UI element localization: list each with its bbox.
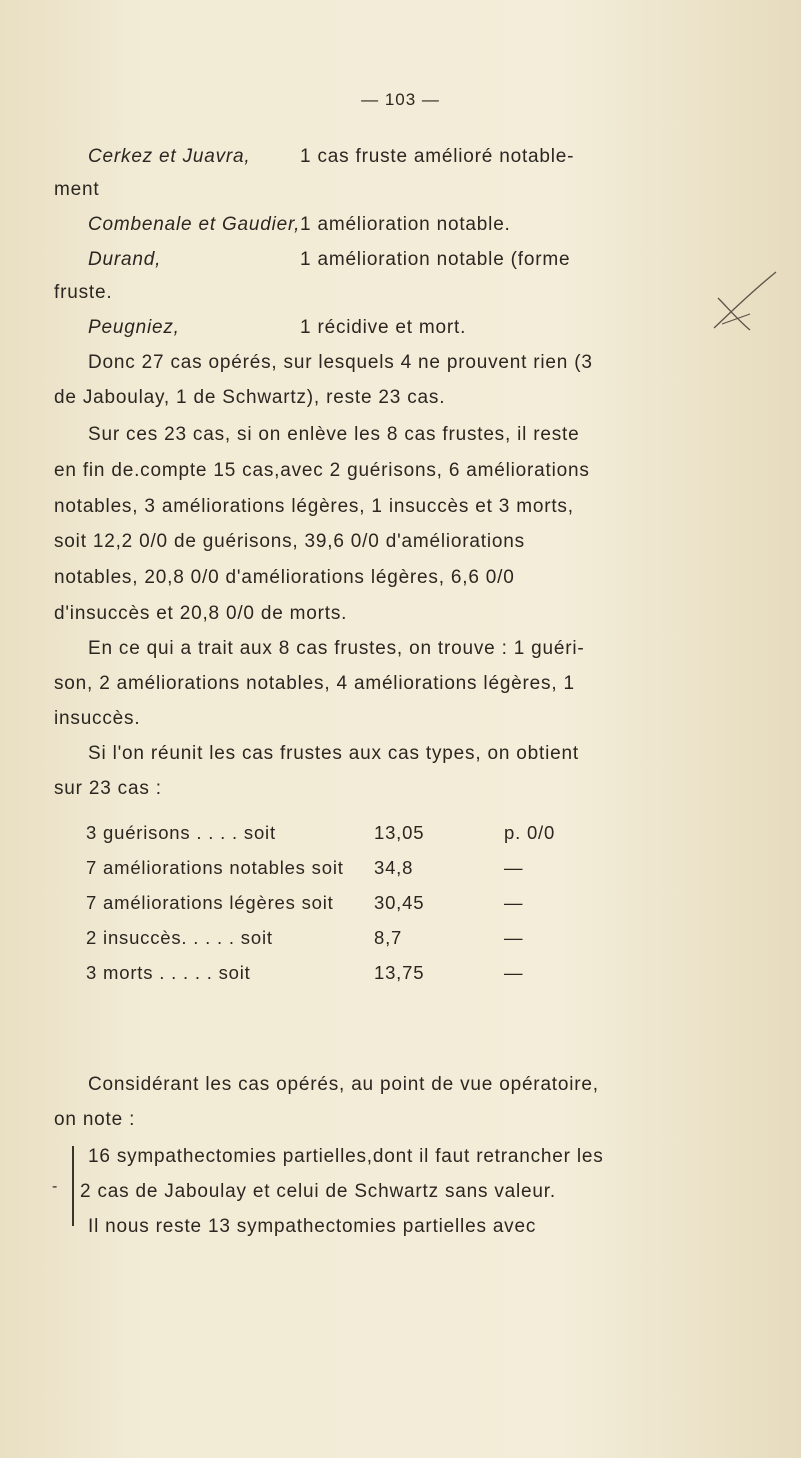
paragraph-line: en fin de.compte 15 cas,avec 2 guérisons, 6 améliorations (54, 460, 590, 481)
table-row (86, 857, 606, 881)
paragraph-line: Il nous reste 13 sympathectomies partielles avec (88, 1216, 537, 1237)
author-durand: Durand, (88, 249, 162, 270)
result-combenale: 1 amélioration notable. (300, 214, 511, 235)
paragraph-line: Sur ces 23 cas, si on enlève les 8 cas frustes, il reste (88, 424, 580, 445)
author-combenale: Combenale et Gaudier, (88, 214, 301, 235)
row-label: 3 guérisons . . . . soit (86, 822, 276, 843)
row-label: 7 améliorations notables soit (86, 857, 344, 878)
row-value: 13,75 (374, 962, 425, 983)
row-unit: — (504, 962, 524, 983)
row-unit: — (504, 892, 524, 913)
row-value: 8,7 (374, 927, 403, 948)
paragraph-line: sur 23 cas : (54, 778, 162, 799)
row-label: 2 insuccès. . . . . soit (86, 927, 273, 948)
result-cerkez: 1 cas fruste amélioré notable- (300, 146, 575, 167)
row-label: 3 morts . . . . . soit (86, 962, 251, 983)
paragraph-line: insuccès. (54, 708, 141, 729)
paragraph-line: Donc 27 cas opérés, sur lesquels 4 ne prouvent rien (3 (88, 352, 593, 373)
author-cerkez: Cerkez et Juavra, (88, 146, 251, 167)
paragraph-line: Considérant les cas opérés, au point de vue opératoire, (88, 1074, 599, 1095)
margin-mark: - (52, 1178, 58, 1195)
row-value: 13,05 (374, 822, 425, 843)
table-row (86, 892, 606, 916)
table-row (86, 962, 606, 986)
text-line: fruste. (54, 282, 113, 303)
paragraph-line: on note : (54, 1109, 136, 1130)
paragraph-line: de Jaboulay, 1 de Schwartz), reste 23 cas. (54, 387, 446, 408)
margin-bracket (72, 1146, 80, 1226)
pencil-check-mark-icon (710, 268, 780, 338)
paragraph-line: notables, 3 améliorations légères, 1 insuccès et 3 morts, (54, 496, 574, 517)
author-peugniez: Peugniez, (88, 317, 180, 338)
table-row (86, 927, 606, 951)
paragraph-line: 16 sympathectomies partielles,dont il faut retrancher les (88, 1146, 604, 1167)
paragraph-line: son, 2 améliorations notables, 4 améliorations légères, 1 (54, 673, 575, 694)
paragraph-line: 2 cas de Jaboulay et celui de Schwartz sans valeur. (80, 1181, 556, 1202)
row-value: 30,45 (374, 892, 425, 913)
text-line: ment (54, 179, 100, 200)
result-peugniez: 1 récidive et mort. (300, 317, 467, 338)
paragraph-line: soit 12,2 0/0 de guérisons, 39,6 0/0 d'améliorations (54, 531, 525, 552)
table-row (86, 822, 606, 846)
row-unit: p. 0/0 (504, 822, 556, 843)
page-number: — 103 — (361, 90, 440, 109)
paragraph-line: d'insuccès et 20,8 0/0 de morts. (54, 603, 348, 624)
row-value: 34,8 (374, 857, 414, 878)
row-unit: — (504, 927, 524, 948)
result-durand: 1 amélioration notable (forme (300, 249, 571, 270)
row-label: 7 améliorations légères soit (86, 892, 334, 913)
paragraph-line: Si l'on réunit les cas frustes aux cas types, on obtient (88, 743, 579, 764)
row-unit: — (504, 857, 524, 878)
paragraph-line: notables, 20,8 0/0 d'améliorations légères, 6,6 0/0 (54, 567, 515, 588)
paragraph-line: En ce qui a trait aux 8 cas frustes, on trouve : 1 guéri- (88, 638, 585, 659)
